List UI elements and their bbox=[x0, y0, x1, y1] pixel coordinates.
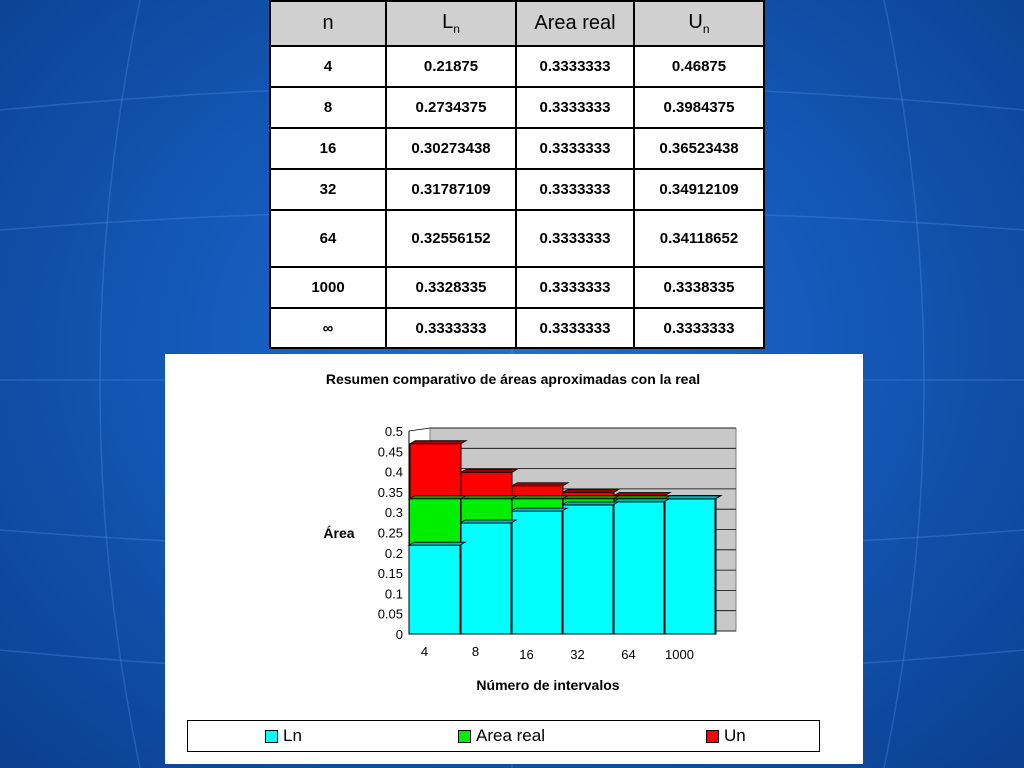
bar-top bbox=[614, 492, 670, 495]
bar-top bbox=[461, 496, 517, 499]
bar-top bbox=[460, 520, 516, 523]
bar bbox=[460, 523, 511, 634]
bar bbox=[511, 511, 562, 634]
cell-un: 0.3333333 bbox=[634, 308, 764, 348]
y-tick-label: 0.15 bbox=[377, 566, 403, 582]
cell-n: 32 bbox=[270, 169, 386, 210]
y-tick-label: 0.05 bbox=[377, 606, 403, 622]
chart-panel bbox=[165, 354, 863, 764]
cell-area-real: 0.3333333 bbox=[516, 308, 634, 348]
bar-top bbox=[410, 441, 466, 444]
legend-swatch bbox=[265, 730, 278, 743]
cell-un: 0.34912109 bbox=[634, 169, 764, 210]
x-tick-label: 32 bbox=[570, 647, 585, 662]
bar bbox=[409, 545, 460, 634]
table-row bbox=[270, 128, 764, 169]
legend-label: Un bbox=[724, 726, 746, 745]
cell-area-real: 0.3333333 bbox=[516, 169, 634, 210]
bar-top bbox=[563, 496, 619, 499]
header-n: n bbox=[270, 1, 386, 46]
legend-label: Area real bbox=[476, 726, 545, 745]
cell-un: 0.36523438 bbox=[634, 128, 764, 169]
y-tick-label: 0.45 bbox=[377, 444, 403, 460]
cell-n: 16 bbox=[270, 128, 386, 169]
cell-ln: 0.3333333 bbox=[386, 308, 516, 348]
chart-legend bbox=[187, 720, 820, 752]
bar-top bbox=[613, 499, 669, 502]
cell-ln: 0.31787109 bbox=[386, 169, 516, 210]
bar-top bbox=[461, 469, 517, 472]
cell-n: ∞ bbox=[270, 308, 386, 348]
cell-n: 64 bbox=[270, 210, 386, 267]
y-tick-label: 0.2 bbox=[384, 545, 403, 561]
y-tick-label: 0.3 bbox=[384, 505, 403, 521]
y-tick-label: 0.1 bbox=[384, 586, 403, 602]
legend-item-un bbox=[706, 726, 746, 746]
bar-top bbox=[512, 483, 568, 486]
header-un: $U_n$ bbox=[634, 1, 764, 46]
y-tick-label: 0.4 bbox=[384, 464, 403, 480]
header-ln: $L_n$ bbox=[386, 1, 516, 46]
cell-ln: 0.30273438 bbox=[386, 128, 516, 169]
table-row bbox=[270, 169, 764, 210]
cell-un: 0.3984375 bbox=[634, 87, 764, 128]
legend-swatch bbox=[706, 730, 719, 743]
x-tick-label: 4 bbox=[420, 644, 429, 659]
table-header-row bbox=[270, 1, 764, 46]
table-row bbox=[270, 308, 764, 348]
legend-label: Ln bbox=[283, 726, 302, 745]
legend-item-ln bbox=[265, 726, 302, 746]
cell-area-real: 0.3333333 bbox=[516, 128, 634, 169]
cell-ln: 0.2734375 bbox=[386, 87, 516, 128]
bar-top bbox=[664, 496, 720, 499]
cell-area-real: 0.3333333 bbox=[516, 267, 634, 308]
y-tick-label: 0 bbox=[395, 627, 403, 642]
table-row bbox=[270, 46, 764, 87]
cell-area-real: 0.3333333 bbox=[516, 46, 634, 87]
bar bbox=[664, 499, 715, 634]
bar-top bbox=[409, 542, 465, 545]
x-tick-label: 16 bbox=[519, 647, 534, 662]
cell-n: 8 bbox=[270, 87, 386, 128]
bar-top bbox=[562, 502, 618, 505]
cell-ln: 0.21875 bbox=[386, 46, 516, 87]
bar-top bbox=[512, 496, 568, 499]
results-table bbox=[269, 0, 765, 349]
table-row bbox=[270, 87, 764, 128]
cell-n: 1000 bbox=[270, 267, 386, 308]
cell-un: 0.3338335 bbox=[634, 267, 764, 308]
bar-top bbox=[563, 489, 619, 492]
table-row bbox=[270, 267, 764, 308]
x-axis-label: Número de intervalos bbox=[476, 677, 620, 693]
x-tick-label: 1000 bbox=[665, 647, 694, 662]
y-tick-label: 0.35 bbox=[377, 484, 403, 500]
cell-n: 4 bbox=[270, 46, 386, 87]
cell-un: 0.34118652 bbox=[634, 210, 764, 267]
x-tick-label: 64 bbox=[621, 647, 636, 662]
bar-top bbox=[511, 508, 567, 511]
cell-un: 0.46875 bbox=[634, 46, 764, 87]
cell-ln: 0.3328335 bbox=[386, 267, 516, 308]
y-axis-label: Área bbox=[323, 525, 355, 541]
bar bbox=[562, 505, 613, 634]
bar-top bbox=[410, 496, 466, 499]
y-tick-label: 0.5 bbox=[384, 424, 403, 439]
header-area-real: Area real bbox=[516, 1, 634, 46]
cell-area-real: 0.3333333 bbox=[516, 210, 634, 267]
legend-item-area-real bbox=[458, 726, 545, 746]
cell-area-real: 0.3333333 bbox=[516, 87, 634, 128]
chart-title: Resumen comparativo de áreas aproximadas con la real bbox=[325, 371, 701, 387]
cell-ln: 0.32556152 bbox=[386, 210, 516, 267]
y-tick-label: 0.25 bbox=[377, 525, 403, 541]
bar-top bbox=[614, 496, 670, 499]
legend-swatch bbox=[458, 730, 471, 743]
bar bbox=[613, 502, 664, 634]
table-row bbox=[270, 210, 764, 267]
x-tick-label: 8 bbox=[471, 644, 480, 659]
area-chart bbox=[165, 354, 863, 764]
